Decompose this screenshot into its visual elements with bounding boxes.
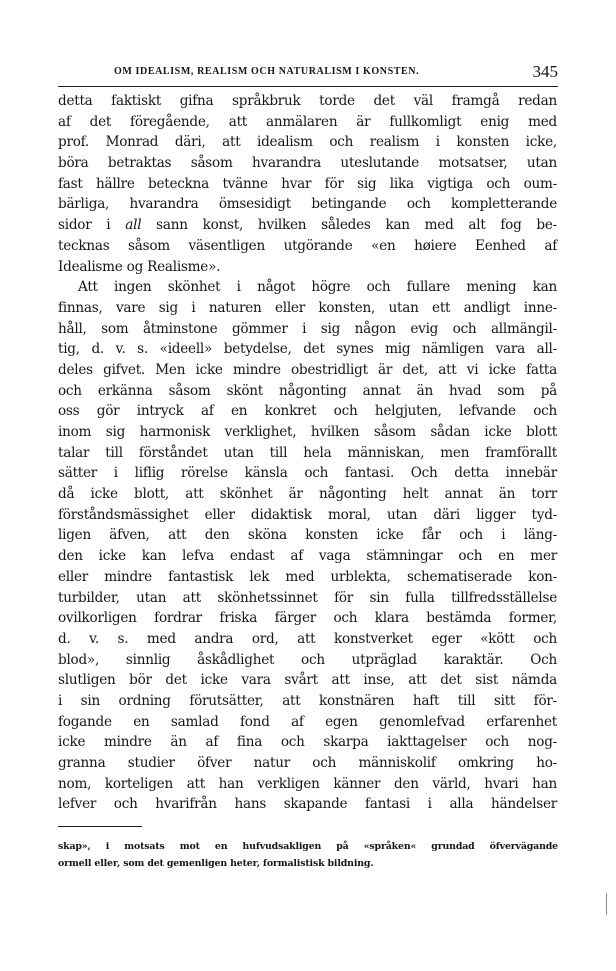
text-line: fogande en samlad fond af egen genomlefvad erfarenhet (58, 713, 557, 730)
footnote-line: skap», i motsats mot en hufvudsakligen på «språken« grundad öfvervägande (58, 841, 558, 852)
text-line: ovilkorligen fordrar friska färger och klara bestämda former, (58, 610, 557, 627)
text-line: Idealisme og Realisme». (58, 258, 221, 275)
text-line: turbilder, utan att skönhetssinnet för sin fulla tillfredsställelse (58, 589, 557, 606)
footnote (58, 838, 558, 872)
footnote-rule (58, 826, 142, 827)
text-line: förståndsmässighet eller didaktisk moral, utan däri ligger tyd- (58, 506, 557, 523)
text-line: ligen äfven, att den sköna konsten icke får och i läng- (58, 527, 557, 544)
text-line: håll, som åtminstone gömmer i sig någon evig och allmängil- (58, 320, 557, 337)
text-line: då icke blott, att skönhet är någonting helt annat än torr (58, 486, 557, 503)
text-line: och erkänna såsom skönt någonting annat än hvad som på (58, 382, 557, 399)
text-line: icke mindre än af fina och skarpa iakttagelser och nog- (58, 734, 557, 751)
text-line: Att ingen skönhet i något högre och fullare mening kan (78, 279, 557, 296)
text-line: finnas, vare sig i naturen eller konsten, utan ett andligt inne- (58, 299, 557, 316)
text-line: den icke kan lefva endast af vaga stämningar och en mer (58, 548, 557, 565)
text-line: bärliga, hvarandra ömsesidigt betingande och kompletterande (58, 196, 557, 213)
text-line: sätter i liflig rörelse känsla och fantasi. Och detta innebär (58, 465, 557, 482)
text-line: eller mindre fantastisk lek med urblekta, schematiserade kon- (58, 568, 557, 585)
text-line: detta faktiskt gifna språkbruk torde det väl framgå redan (58, 93, 557, 109)
text-line: talar till förståndet utan till hela människan, men framförallt (58, 444, 557, 461)
running-head (58, 62, 558, 82)
text-line: af det föregående, att anmälaren är fullkomligt enig med (58, 113, 557, 130)
text-line: oss gör intryck af en konkret och helgjuten, lefvande och (58, 403, 557, 420)
text-line: lefver och hvarifrån hans skapande fantasi i alla händelser (58, 796, 557, 813)
text-line: granna studier öfver natur och människolif omkring ho- (58, 755, 557, 771)
text-line: blod», sinnlig åskådlighet och utpräglad karaktär. Och (58, 651, 557, 668)
body-text (58, 91, 557, 815)
italic-word: all (125, 217, 142, 234)
text-line: tig, d. v. s. «ideell» betydelse, det synes mig nämligen vara all- (58, 341, 557, 358)
text-line: d. v. s. med andra ord, att konstverket eger «kött och (58, 630, 557, 647)
footnote-line: ormell eller, som det gemenligen heter, formalistisk bildning. (58, 858, 374, 869)
text-line: slutligen bör det icke vara svårt att inse, att det sist nämda (58, 672, 557, 689)
running-title: OM IDEALISM, REALISM OCH NATURALISM I KONSTEN. (114, 66, 420, 77)
text-line: sidor i all sann konst, hvilken således kan med alt fog be- (58, 217, 558, 234)
text-line: inom sig harmonisk verklighet, hvilken såsom sådan icke blott (58, 424, 557, 440)
header-rule (58, 86, 558, 87)
text-line: fast hällre beteckna tvänne hvar för sig lika vigtiga och oum- (58, 175, 557, 192)
text-line: i sin ordning förutsätter, att konstnären haft till sitt för- (58, 692, 557, 709)
text-line: nom, korteligen att han verkligen känner den värld, hvari han (58, 775, 557, 792)
page-edge-mark (606, 893, 607, 915)
page-number: 345 (532, 62, 558, 81)
text-line: böra betraktas såsom hvarandra uteslutande motsatser, utan (58, 155, 557, 172)
text-line: deles gifvet. Men icke mindre obestridligt är det, att vi icke fatta (58, 361, 557, 378)
text-line: tecknas såsom väsentligen utgörande «en høiere Eenhed af (58, 237, 557, 254)
text-line: prof. Monrad däri, att idealism och realism i konsten icke, (58, 134, 557, 151)
